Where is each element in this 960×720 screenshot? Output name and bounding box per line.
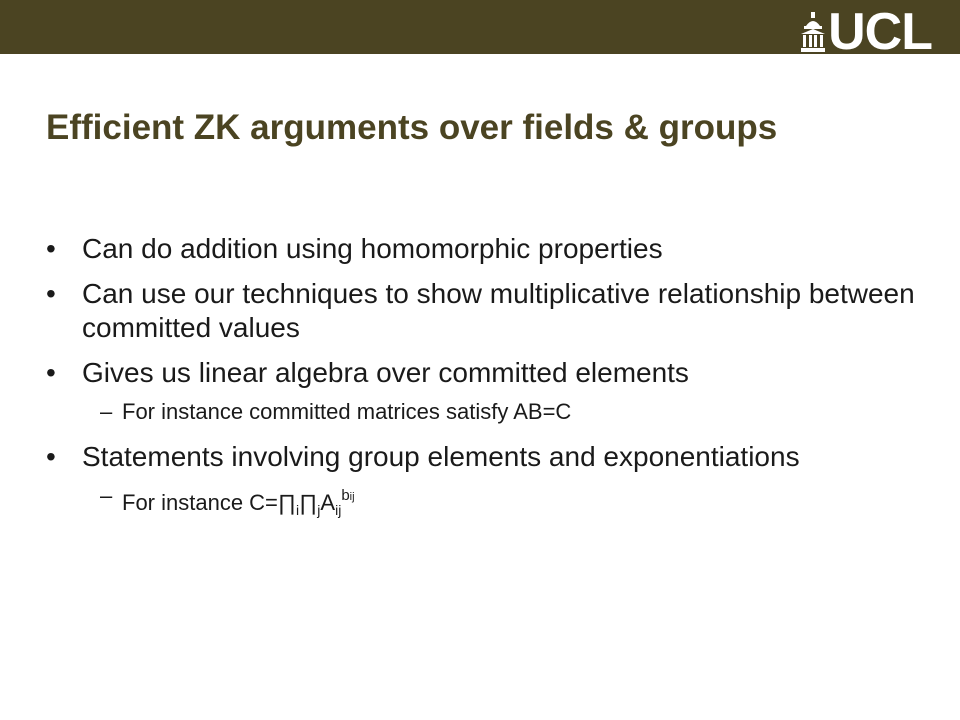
top-bar xyxy=(0,0,960,61)
ucl-logo xyxy=(800,3,932,61)
portico-icon xyxy=(800,12,826,52)
formula-prefix: For instance C= xyxy=(122,490,278,515)
product-symbol: ∏ xyxy=(299,490,318,515)
formula-exponent-subscript: ij xyxy=(349,491,355,503)
slide-title: Efficient ZK arguments over fields & groups xyxy=(46,108,778,147)
logo-wordmark: UCL xyxy=(828,3,932,61)
formula-sub-bullet xyxy=(0,482,960,524)
formula-exponent xyxy=(341,487,354,504)
bullet-item: • Gives us linear algebra over committed elements xyxy=(0,356,960,390)
bullet-list xyxy=(0,232,960,538)
product-index: i xyxy=(296,502,300,518)
formula-exponent-base: b xyxy=(341,487,350,504)
formula-base: A xyxy=(320,490,336,515)
bullet-item: • Can use our techniques to show multiplicative relationship between committed values xyxy=(0,277,960,345)
bullet-item: • Can do addition using homomorphic properties xyxy=(0,232,960,266)
product-index: j xyxy=(317,502,321,518)
sub-bullet-item: – For instance committed matrices satisfy AB=C xyxy=(0,398,960,426)
formula-base-subscript: ij xyxy=(335,502,342,518)
product-symbol: ∏ xyxy=(277,490,297,515)
bullet-item: • Statements involving group elements and exponentiations xyxy=(0,440,960,474)
